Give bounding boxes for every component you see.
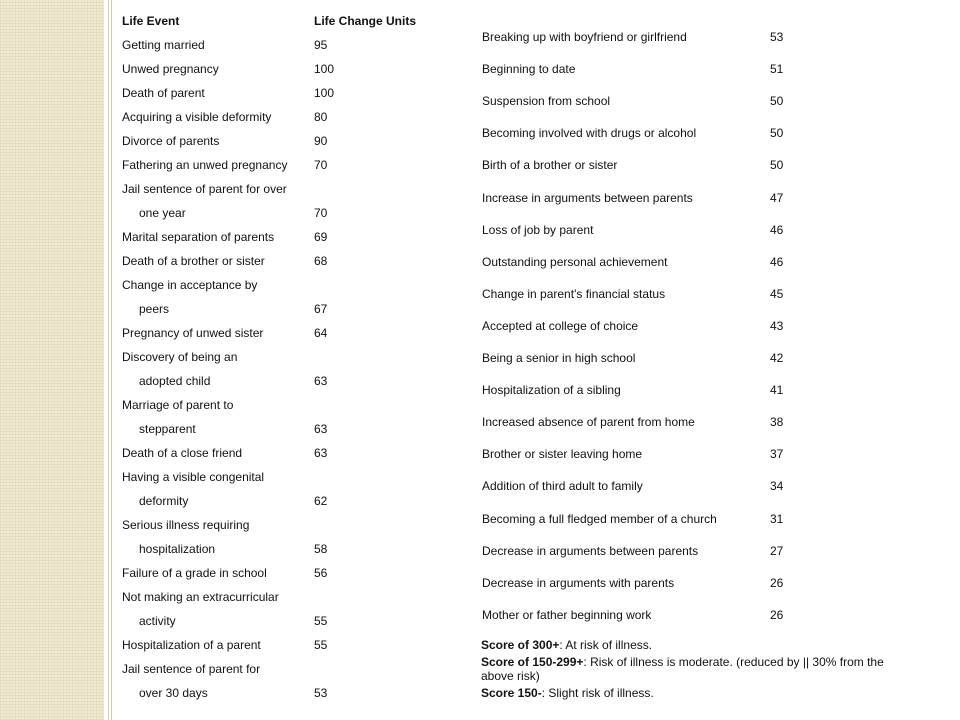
score-label: Score of 150-299+ [481, 655, 584, 669]
left-row-event: peers [139, 302, 170, 316]
left-row-units: 70 [314, 206, 328, 220]
left-row-event: Marriage of parent to [122, 398, 234, 412]
left-row-event: adopted child [139, 374, 211, 388]
right-row-units: 42 [770, 351, 784, 365]
decorative-side-strip [0, 0, 104, 720]
left-row-units: 55 [314, 614, 328, 628]
left-row-event: Serious illness requiring [122, 518, 250, 532]
right-row-event: Decrease in arguments with parents [482, 575, 675, 590]
right-row-event: Birth of a brother or sister [482, 158, 618, 173]
right-row-event: Suspension from school [482, 94, 611, 109]
right-row-units: 50 [770, 158, 784, 173]
right-row-units: 45 [770, 286, 784, 301]
score-line [481, 686, 911, 700]
right-row-event: Being a senior in high school [482, 351, 636, 365]
right-row-event: Change in parent's financial status [482, 286, 666, 301]
right-row-units: 31 [770, 511, 784, 526]
left-row-event: stepparent [139, 422, 196, 436]
right-row-units: 34 [770, 479, 784, 494]
score-line [481, 638, 911, 652]
score-line [481, 655, 911, 683]
left-row-event: Fathering an unwed pregnancy [122, 158, 288, 172]
right-row-event: Loss of job by parent [482, 222, 594, 237]
right-row-event: Increase in arguments between parents [482, 190, 693, 205]
score-label: Score of 300+ [481, 638, 560, 652]
left-row-event: Having a visible congenital [122, 470, 265, 484]
left-row-event: Change in acceptance by [122, 278, 258, 292]
left-row-units: 90 [314, 134, 328, 148]
left-row-units: 63 [314, 374, 328, 388]
left-row-units: 63 [314, 422, 328, 436]
left-row-units: 58 [314, 542, 328, 556]
right-row-event: Becoming a full fledged member of a church [482, 511, 717, 526]
right-row-units: 38 [770, 415, 784, 430]
right-row-units: 47 [770, 190, 784, 205]
left-row-event: Pregnancy of unwed sister [122, 326, 264, 340]
right-row-event: Becoming involved with drugs or alcohol [482, 126, 697, 141]
left-row-units: 63 [314, 446, 328, 460]
right-row-event: Brother or sister leaving home [482, 447, 643, 462]
left-row-units: 55 [314, 638, 328, 652]
left-row-event: Failure of a grade in school [122, 566, 267, 580]
right-row-event: Increased absence of parent from home [482, 415, 695, 430]
left-row-event: Unwed pregnancy [122, 62, 219, 76]
right-row-units: 46 [770, 254, 784, 269]
left-row-units: 70 [314, 158, 328, 172]
score-label: Score 150- [481, 686, 542, 700]
left-row-event: hospitalization [139, 542, 216, 556]
score-description: : At risk of illness. [559, 638, 653, 652]
left-row-event: one year [139, 206, 186, 220]
right-row-units: 41 [770, 383, 784, 398]
side-divider-line [108, 0, 109, 720]
right-row-event: Beginning to date [482, 62, 576, 77]
left-row-units: 62 [314, 494, 328, 508]
left-row-event: Hospitalization of a parent [122, 638, 261, 652]
right-row-units: 46 [770, 222, 784, 237]
left-row-event: activity [139, 614, 176, 628]
right-row-event: Hospitalization of a sibling [482, 383, 621, 398]
left-row-event: Divorce of parents [122, 134, 220, 148]
left-row-event: over 30 days [139, 686, 208, 700]
right-row-units: 50 [770, 94, 784, 109]
right-row-units: 26 [770, 607, 784, 622]
left-row-units: 67 [314, 302, 328, 316]
right-row-event: Mother or father beginning work [482, 607, 652, 622]
left-row-units: 56 [314, 566, 328, 580]
right-row-event: Breaking up with boyfriend or girlfriend [482, 30, 687, 44]
side-divider-line [111, 0, 112, 720]
right-row-units: 51 [770, 62, 784, 77]
left-row-units: 69 [314, 230, 328, 244]
left-row-event: Jail sentence of parent for over [122, 182, 287, 196]
score-description: : Slight risk of illness. [541, 686, 654, 700]
right-row-event: Addition of third adult to family [482, 479, 643, 494]
left-row-event: Death of parent [122, 86, 205, 100]
right-row-units: 43 [770, 318, 784, 333]
left-row-event: deformity [139, 494, 189, 508]
left-row-units: 68 [314, 254, 328, 268]
left-row-units: 80 [314, 110, 328, 124]
right-row-event: Accepted at college of choice [482, 318, 639, 333]
left-row-units: 95 [314, 38, 328, 52]
right-row-units: 50 [770, 126, 784, 141]
left-row-event: Discovery of being an [122, 350, 238, 364]
left-row-units: 64 [314, 326, 328, 340]
left-row-event: Getting married [122, 38, 205, 52]
left-row-event: Acquiring a visible deformity [122, 110, 272, 124]
header-life-event: Life Event [122, 14, 180, 28]
left-row-event: Death of a close friend [122, 446, 243, 460]
right-row-event: Outstanding personal achievement [482, 254, 668, 269]
right-row-units: 26 [770, 575, 784, 590]
left-row-units: 53 [314, 686, 328, 700]
right-row-units: 27 [770, 543, 784, 558]
right-row-units: 53 [770, 30, 784, 44]
left-row-units: 100 [314, 86, 335, 100]
score-description: : Risk of illness is moderate. (reduced by || 30% from the above risk) [481, 655, 884, 683]
left-row-event: Not making an extracurricular [122, 590, 279, 604]
right-row-event: Decrease in arguments between parents [482, 543, 699, 558]
left-row-event: Marital separation of parents [122, 230, 275, 244]
left-row-event: Death of a brother or sister [122, 254, 265, 268]
left-row-event: Jail sentence of parent for [122, 662, 261, 676]
right-row-units: 37 [770, 447, 784, 462]
header-life-change-units: Life Change Units [314, 14, 417, 28]
left-row-units: 100 [314, 62, 335, 76]
